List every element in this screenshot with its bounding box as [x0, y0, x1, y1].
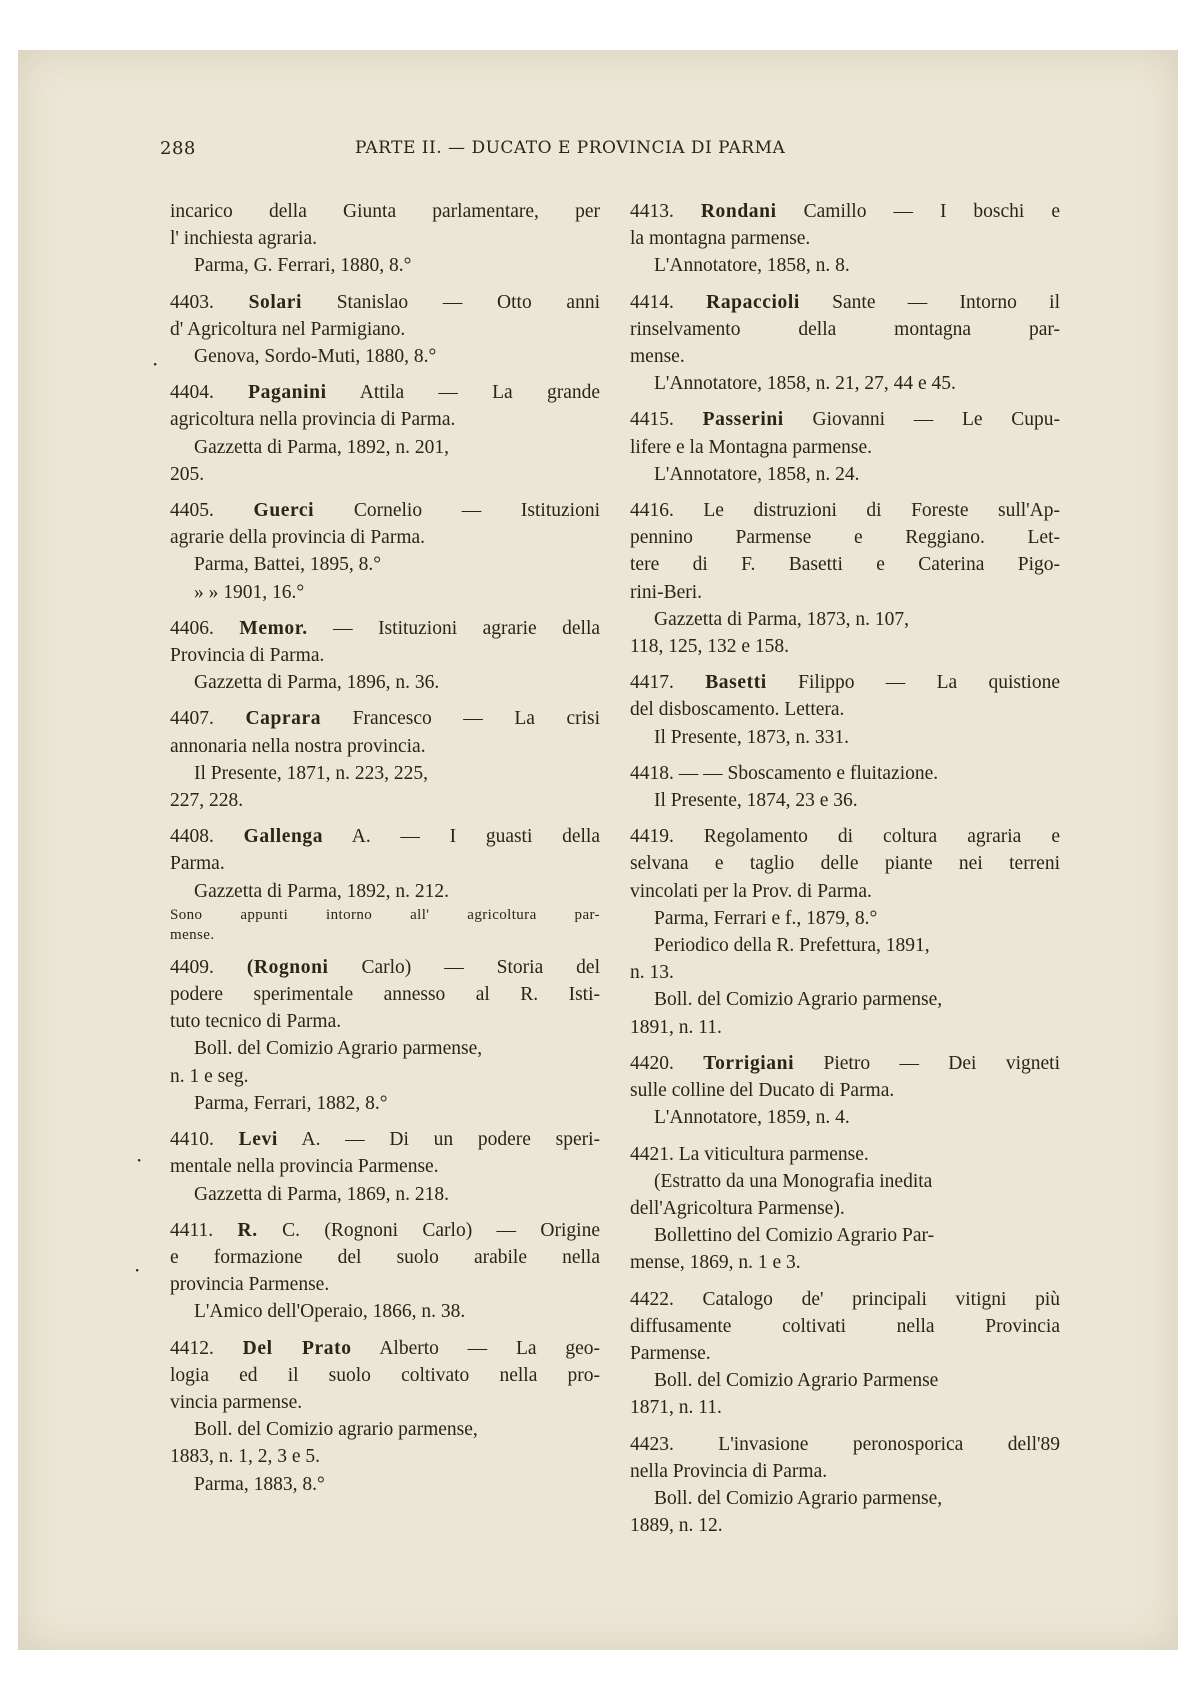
entry-first-line	[170, 497, 600, 524]
entry-publication-cont: n. 13.	[630, 962, 674, 984]
entry-title-start: La viticultura parmense.	[678, 1143, 869, 1165]
entry-publication-cont: 1883, n. 1, 2, 3 e 5.	[170, 1446, 321, 1468]
entry-title-start: Alberto — La geo-	[351, 1337, 600, 1359]
running-head	[160, 138, 920, 164]
entry-title-start: Carlo) — Storia del	[328, 956, 601, 978]
entry-title-start: Catalogo de' principali vitigni più	[702, 1288, 1061, 1310]
entry-first-line	[170, 823, 600, 850]
bibliography-entry	[630, 497, 1060, 660]
entry-publication: Gazzetta di Parma, 1892, n. 212.	[194, 880, 450, 902]
entry-author: Passerini	[702, 409, 784, 431]
bibliography-entry	[630, 198, 1060, 280]
entry-publication: Parma, 1883, 8.°	[194, 1473, 325, 1495]
entry-publication: Parma, Battei, 1895, 8.°	[194, 554, 382, 576]
bibliography-entry	[630, 1050, 1060, 1132]
entry-line: l' inchiesta agraria.	[170, 228, 317, 250]
entry-publication: Bollettino del Comizio Agrario Par-	[654, 1225, 935, 1247]
entry-title-start: A. — Di un podere speri-	[277, 1129, 601, 1151]
bibliography-entry	[630, 289, 1060, 398]
bibliography-entry	[170, 1217, 600, 1326]
bibliography-entry	[630, 823, 1060, 1041]
entry-number: 4404.	[170, 382, 214, 404]
entry-title-start: Francesco — La crisi	[321, 708, 601, 730]
entry-publication: Genova, Sordo-Muti, 1880, 8.°	[194, 346, 437, 368]
entry-title-start: — Istituzioni agrarie della	[307, 617, 601, 639]
bibliography-entry	[630, 1286, 1060, 1422]
entry-author: Gallenga	[243, 826, 324, 848]
entry-number: 4419.	[630, 826, 674, 848]
bibliography-entry	[170, 615, 600, 697]
entry-publication: Boll. del Comizio Agrario Parmense	[654, 1370, 939, 1392]
entry-number: 4406.	[170, 617, 214, 639]
entry-number: 4407.	[170, 708, 214, 730]
bibliography-entry	[170, 497, 600, 606]
entry-first-line	[630, 1431, 1060, 1458]
entry-line: del disboscamento. Lettera.	[630, 699, 845, 721]
entry-first-line	[630, 406, 1060, 433]
entry-publication: Parma, G. Ferrari, 1880, 8.°	[194, 255, 412, 277]
entry-publication: Il Presente, 1871, n. 223, 225,	[194, 762, 428, 784]
entry-line: d' Agricoltura nel Parmigiano.	[170, 318, 406, 340]
entry-line: la montagna parmense.	[630, 228, 811, 250]
entry-publication: L'Annotatore, 1859, n. 4.	[654, 1107, 850, 1129]
entry-first-line	[170, 954, 600, 981]
entry-publication: (Estratto da una Monografia inedita	[654, 1170, 933, 1192]
entry-publication: Gazzetta di Parma, 1892, n. 201,	[194, 436, 450, 458]
entry-first-line	[630, 823, 1060, 850]
entry-publication: L'Annotatore, 1858, n. 21, 27, 44 e 45.	[654, 373, 956, 395]
entry-line: logia ed il suolo coltivato nella pro-	[170, 1364, 600, 1386]
page-number: 288	[160, 138, 196, 159]
entry-title-start: Giovanni — Le Cupu-	[783, 409, 1061, 431]
entry-title-start: Regolamento di coltura agraria e	[703, 826, 1060, 848]
entry-publication: » » 1901, 16.°	[194, 581, 305, 603]
entry-publication-cont: n. 1 e seg.	[170, 1065, 249, 1087]
entry-title-start: Pietro — Dei vigneti	[794, 1052, 1060, 1074]
entry-publication-cont: 1889, n. 12.	[630, 1515, 723, 1537]
entry-line: sulle colline del Ducato di Parma.	[630, 1080, 895, 1102]
entry-author: Basetti	[705, 672, 767, 694]
entry-line: diffusamente coltivati nella Provincia	[630, 1315, 1060, 1337]
entry-line: Parmense.	[630, 1342, 711, 1364]
entry-number: 4403.	[170, 291, 214, 313]
entry-number: 4417.	[630, 672, 674, 694]
entry-first-line	[630, 289, 1060, 316]
entry-line: e formazione del suolo arabile nella	[170, 1246, 600, 1268]
entry-line: annonaria nella nostra provincia.	[170, 735, 426, 757]
entry-number: 4412.	[170, 1337, 214, 1359]
entry-line: vincolati per la Prov. di Parma.	[630, 880, 872, 902]
entry-title-start: Le distruzioni di Foreste sull'Ap-	[703, 500, 1061, 522]
entry-title-start: Sante — Intorno il	[799, 291, 1060, 313]
entry-publication-cont: 118, 125, 132 e 158.	[630, 636, 790, 658]
entry-line: rini-Beri.	[630, 581, 703, 603]
entry-publication: Il Presente, 1873, n. 331.	[654, 726, 849, 748]
entry-line: pennino Parmense e Reggiano. Let-	[630, 527, 1060, 549]
entry-author: Caprara	[245, 708, 322, 730]
entry-publication: L'Annotatore, 1858, n. 8.	[654, 255, 850, 277]
entry-number: 4421.	[630, 1143, 674, 1165]
entry-line: provincia Parmense.	[170, 1274, 330, 1296]
entry-author: Levi	[238, 1129, 278, 1151]
entry-note: Sono appunti intorno all' agricoltura par-	[170, 906, 600, 923]
entry-first-line	[630, 1141, 1060, 1168]
bibliography-entry	[630, 669, 1060, 751]
entry-title-start: Stanislao — Otto anni	[302, 291, 600, 313]
entry-author: Rapaccioli	[706, 291, 800, 313]
running-title: PARTE II. — DUCATO E PROVINCIA DI PARMA	[355, 138, 786, 158]
bibliography-entry	[170, 1126, 600, 1208]
entry-publication-cont: 1871, n. 11.	[630, 1397, 722, 1419]
entry-first-line	[170, 289, 600, 316]
entry-number: 4415.	[630, 409, 674, 431]
entry-first-line	[170, 1335, 600, 1362]
margin-mark: ·	[152, 352, 159, 376]
bibliography-entry	[170, 198, 600, 280]
entry-publication: Boll. del Comizio agrario parmense,	[194, 1419, 478, 1441]
entry-first-line	[630, 497, 1060, 524]
entry-publication: Boll. del Comizio Agrario parmense,	[654, 1487, 943, 1509]
entry-first-line	[170, 1217, 600, 1244]
entry-number: 4409.	[170, 956, 214, 978]
entry-line: nella Provincia di Parma.	[630, 1460, 828, 1482]
entry-number: 4418.	[630, 762, 674, 784]
entry-publication: Il Presente, 1874, 23 e 36.	[654, 790, 858, 812]
entry-author: Paganini	[248, 382, 327, 404]
entry-first-line	[630, 760, 1060, 787]
entry-line: rinselvamento della montagna par-	[630, 318, 1060, 340]
entry-publication: L'Amico dell'Operaio, 1866, n. 38.	[194, 1301, 466, 1323]
entry-first-line	[630, 669, 1060, 696]
entry-publication: Boll. del Comizio Agrario parmense,	[194, 1038, 483, 1060]
margin-mark: ·	[136, 1148, 143, 1172]
entry-title-start: Attila — La grande	[326, 382, 600, 404]
bibliography-entry	[170, 379, 600, 488]
entry-number: 4416.	[630, 500, 674, 522]
entry-title-start: Camillo — I boschi e	[776, 201, 1060, 222]
bibliography-entry	[170, 823, 600, 945]
entry-line: mense.	[630, 346, 685, 368]
entry-first-line	[170, 379, 600, 406]
entry-author: R.	[237, 1219, 258, 1241]
bibliography-entry	[170, 289, 600, 371]
entry-author: Solari	[248, 291, 302, 313]
entry-note: mense.	[170, 926, 215, 943]
entry-title-start: — — Sboscamento e fluitazione.	[678, 762, 939, 784]
left-column	[170, 198, 600, 1507]
entry-publication: Gazzetta di Parma, 1896, n. 36.	[194, 672, 440, 694]
entry-publication: Boll. del Comizio Agrario parmense,	[654, 989, 943, 1011]
right-column	[630, 198, 1060, 1548]
entry-line: selvana e taglio delle piante nei terreni	[630, 853, 1060, 875]
entry-author: Guerci	[253, 500, 315, 522]
entry-line: podere sperimentale annesso al R. Isti-	[170, 984, 600, 1006]
entry-author: Memor.	[239, 617, 308, 639]
entry-title-start: C. (Rognoni Carlo) — Origine	[257, 1219, 600, 1241]
entry-number: 4423.	[630, 1433, 674, 1455]
entry-number: 4405.	[170, 500, 214, 522]
bibliography-entry	[170, 1335, 600, 1498]
bibliography-entry	[170, 705, 600, 814]
entry-first-line	[170, 615, 600, 642]
entry-title-start: Cornelio — Istituzioni	[314, 500, 600, 522]
entry-line: Provincia di Parma.	[170, 645, 325, 667]
entry-publication-cont: mense, 1869, n. 1 e 3.	[630, 1252, 801, 1274]
entry-publication-cont: 205.	[170, 463, 205, 485]
entry-line: vincia parmense.	[170, 1391, 303, 1413]
entry-publication: Parma, Ferrari e f., 1879, 8.°	[654, 907, 878, 929]
entry-publication: Gazzetta di Parma, 1873, n. 107,	[654, 608, 910, 630]
bibliography-entry	[630, 760, 1060, 814]
entry-first-line	[630, 198, 1060, 225]
entry-first-line	[170, 1126, 600, 1153]
bibliography-entry	[630, 406, 1060, 488]
bibliography-entry	[630, 1141, 1060, 1277]
entry-title-start: Filippo — La quistione	[766, 672, 1060, 694]
entry-publication: Parma, Ferrari, 1882, 8.°	[194, 1092, 388, 1114]
entry-publication-cont: 1891, n. 11.	[630, 1016, 722, 1038]
entry-line: lifere e la Montagna parmense.	[630, 436, 873, 458]
entry-number: 4411.	[170, 1219, 214, 1241]
entry-publication: L'Annotatore, 1858, n. 24.	[654, 463, 860, 485]
entry-first-line	[170, 705, 600, 732]
entry-author: (Rognoni	[246, 956, 329, 978]
entry-first-line	[630, 1050, 1060, 1077]
entry-number: 4422.	[630, 1288, 674, 1310]
bibliography-entry	[170, 954, 600, 1117]
margin-mark: ·	[134, 1258, 141, 1282]
entry-line: incarico della Giunta parlamentare, per	[170, 201, 600, 222]
entry-line: Parma.	[170, 853, 225, 875]
entry-line: mentale nella provincia Parmense.	[170, 1156, 439, 1178]
entry-number: 4413.	[630, 201, 674, 222]
entry-line: tere di F. Basetti e Caterina Pigo-	[630, 554, 1060, 576]
entry-number: 4420.	[630, 1052, 674, 1074]
entry-publication: Periodico della R. Prefettura, 1891,	[654, 935, 930, 957]
entry-publication-cont: dell'Agricoltura Parmense).	[630, 1197, 845, 1219]
entry-title-start: L'invasione peronosporica dell'89	[718, 1433, 1061, 1455]
entry-line: agrarie della provincia di Parma.	[170, 527, 426, 549]
entry-line: tuto tecnico di Parma.	[170, 1011, 342, 1033]
entry-publication: Gazzetta di Parma, 1869, n. 218.	[194, 1183, 450, 1205]
entry-number: 4410.	[170, 1129, 214, 1151]
entry-author: Del Prato	[242, 1337, 352, 1359]
entry-title-start: A. — I guasti della	[323, 826, 600, 848]
entry-number: 4408.	[170, 826, 214, 848]
entry-author: Torrigiani	[703, 1052, 795, 1074]
entry-line: agricoltura nella provincia di Parma.	[170, 409, 456, 431]
entry-publication-cont: 227, 228.	[170, 790, 244, 812]
entry-number: 4414.	[630, 291, 674, 313]
bibliography-entry	[630, 1431, 1060, 1540]
entry-first-line	[630, 1286, 1060, 1313]
entry-author: Rondani	[700, 201, 777, 222]
